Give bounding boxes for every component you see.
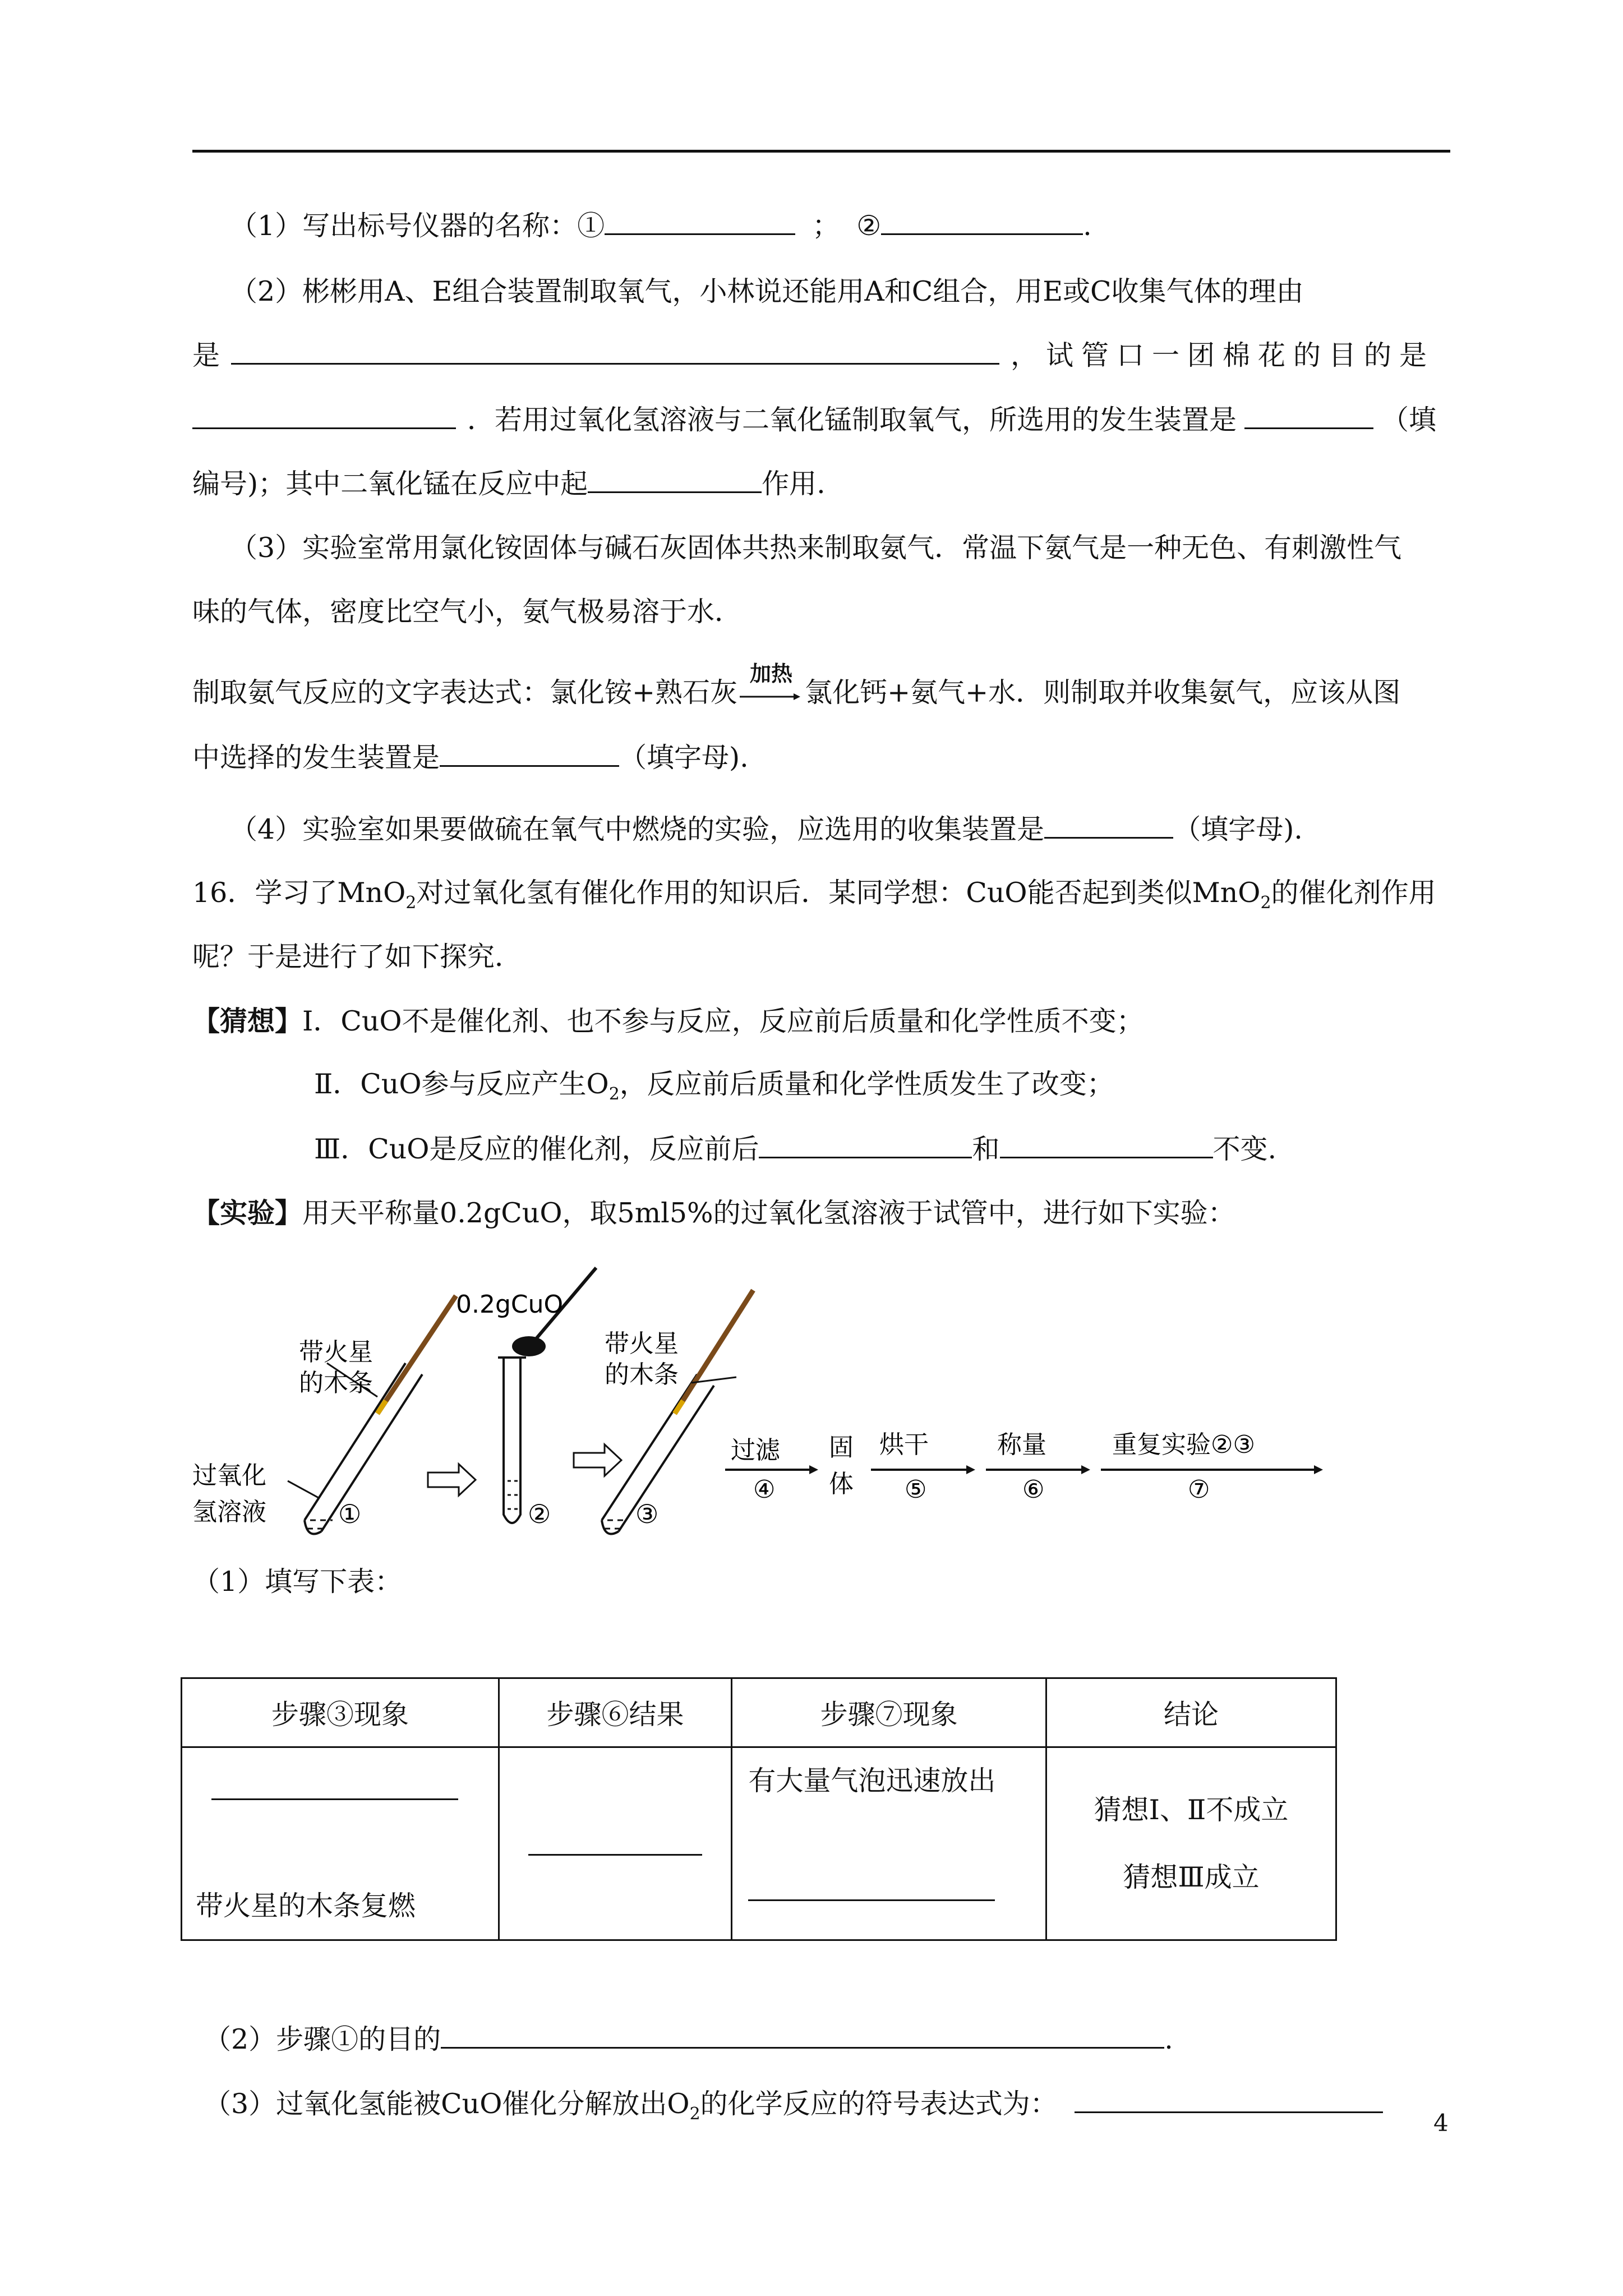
q15-part3-line4: 中选择的发生装置是 （填字母). xyxy=(192,742,749,774)
sub-question-2: （2）步骤①的目的 . xyxy=(204,2023,1173,2055)
answer-blank[interactable] xyxy=(441,2022,1164,2049)
answer-blank[interactable] xyxy=(588,467,762,493)
label-h2o2b: 氢溶液 xyxy=(192,1498,266,1526)
arrow-icon xyxy=(740,693,801,701)
svg-text:⑥: ⑥ xyxy=(1022,1475,1045,1504)
hypothesis-3: Ⅲ．CuO是反应的催化剂，反应前后 和 不变. xyxy=(314,1133,1277,1165)
header-rule xyxy=(192,150,1450,153)
cell-conclusion: 猜想Ⅰ、Ⅱ不成立 猜想Ⅲ成立 xyxy=(1046,1747,1336,1940)
table-row xyxy=(182,1747,1336,1940)
experiment-diagram xyxy=(192,1257,1348,1548)
q15-part2-line1: （2）彬彬用A、E组合装置制取氧气，小林说还能用A和C组合，用E或C收集气体的理由 xyxy=(230,275,1304,307)
test-tube-2 xyxy=(498,1358,526,1523)
label-splint-2a: 带火星 xyxy=(605,1329,679,1358)
q15-part3-line3: 制取氨气反应的文字表达式：氯化铵+熟石灰 加热 氯化钙+氨气+水．则制取并收集氨气，应该从图 xyxy=(192,661,1401,708)
table-header: 步骤⑥结果 xyxy=(499,1678,732,1747)
page-number: 4 xyxy=(1433,2109,1449,2137)
cell-step3: 带火星的木条复燃 xyxy=(182,1747,499,1940)
sub-question-1: （1）填写下表： xyxy=(192,1566,403,1598)
table-header: 步骤③现象 xyxy=(182,1678,499,1747)
wooden-splint-1 xyxy=(377,1296,456,1414)
svg-text:称量: 称量 xyxy=(997,1430,1046,1459)
answer-blank[interactable] xyxy=(1044,812,1173,839)
cell-step6 xyxy=(499,1747,732,1940)
svg-text:⑤: ⑤ xyxy=(905,1475,927,1504)
table-header-row xyxy=(182,1678,1336,1747)
answer-blank[interactable] xyxy=(192,403,456,429)
q15-part2-line2: 是 ，试管口一团棉花的目的是 xyxy=(192,339,1435,371)
step-filter xyxy=(725,1436,818,1504)
label-solid-b: 体 xyxy=(829,1470,854,1498)
table-header: 步骤⑦现象 xyxy=(732,1678,1046,1747)
answer-blank[interactable] xyxy=(231,338,999,365)
q15-part1: （1）写出标号仪器的名称：① ； ② . xyxy=(230,210,1092,242)
svg-text:烘干: 烘干 xyxy=(879,1430,929,1459)
step-dry xyxy=(871,1430,975,1504)
answer-blank[interactable] xyxy=(605,209,795,235)
answer-blank[interactable] xyxy=(881,209,1083,235)
q16-line2: 呢？于是进行了如下探究． xyxy=(192,941,523,973)
q15-part3-line2: 味的气体，密度比空气小，氨气极易溶于水． xyxy=(192,596,743,628)
svg-text:⑦: ⑦ xyxy=(1188,1475,1210,1504)
q15-part2-line3: ．若用过氧化氢溶液与二氧化锰制取氧气，所选用的发生装置是 （填 xyxy=(192,403,1450,437)
answer-blank[interactable] xyxy=(1075,2087,1383,2113)
q15-part2-line4: 编号)；其中二氧化锰在反应中起 作用. xyxy=(192,468,826,500)
hypothesis-1: 【猜想】Ⅰ．CuO不是催化剂、也不参与反应，反应前后质量和化学性质不变； xyxy=(192,1005,1144,1037)
results-table xyxy=(181,1677,1337,1941)
table-header: 结论 xyxy=(1046,1678,1336,1747)
step-repeat xyxy=(1101,1430,1323,1504)
svg-text:重复实验②③: 重复实验②③ xyxy=(1112,1430,1255,1459)
label-splint-1a: 带火星 xyxy=(299,1338,373,1366)
answer-blank[interactable] xyxy=(528,1832,702,1856)
svg-text:过滤: 过滤 xyxy=(731,1436,780,1465)
step-number-2: ② xyxy=(528,1499,551,1529)
answer-blank[interactable] xyxy=(440,740,619,767)
hollow-arrow-icon xyxy=(574,1444,621,1476)
sub-question-3: （3）过氧化氢能被CuO催化分解放出$O_2$的化学反应的符号表达式为： xyxy=(204,2087,1461,2131)
answer-blank[interactable] xyxy=(1000,1132,1213,1158)
reaction-arrow: 加热 xyxy=(737,676,805,710)
step-number-3: ③ xyxy=(635,1499,659,1529)
q15-part4: （4）实验室如果要做硫在氧气中燃烧的实验，应选用的收集装置是 （填字母). xyxy=(230,813,1303,845)
step-weigh xyxy=(986,1430,1090,1504)
hypothesis-2: Ⅱ．CuO参与反应产生$O_2$，反应前后质量和化学性质发生了改变； xyxy=(314,1068,1114,1104)
answer-blank[interactable] xyxy=(1244,403,1373,429)
label-cuo: 0.2gCuO xyxy=(456,1290,564,1319)
wooden-splint-2 xyxy=(675,1290,753,1414)
step-number-1: ① xyxy=(338,1499,362,1529)
label-h2o2a: 过氧化 xyxy=(192,1461,266,1490)
q16-line1: 16．学习了MnO$_2$对过氧化氢有催化作用的知识后．某同学想：CuO能否起到类似MnO$_2$的催化剂作用 xyxy=(192,877,1436,913)
label-splint-2b: 的木条 xyxy=(605,1360,679,1389)
svg-text:④: ④ xyxy=(753,1475,776,1504)
answer-blank[interactable] xyxy=(748,1877,995,1901)
label-pointer xyxy=(288,1481,319,1498)
answer-blank[interactable] xyxy=(759,1132,972,1158)
hollow-arrow-icon xyxy=(428,1464,476,1496)
label-solid-a: 固 xyxy=(829,1433,854,1462)
label-splint-1b: 的木条 xyxy=(299,1369,373,1397)
answer-blank[interactable] xyxy=(211,1776,458,1800)
cell-step7: 有大量气泡迅速放出 xyxy=(732,1747,1046,1940)
experiment-intro: 【实验】用天平称量0.2gCuO，取5ml5%的过氧化氢溶液于试管中，进行如下实验： xyxy=(192,1197,1235,1229)
q15-part3-line1: （3）实验室常用氯化铵固体与碱石灰固体共热来制取氨气．常温下氨气是一种无色、有刺激性气 xyxy=(230,532,1402,564)
